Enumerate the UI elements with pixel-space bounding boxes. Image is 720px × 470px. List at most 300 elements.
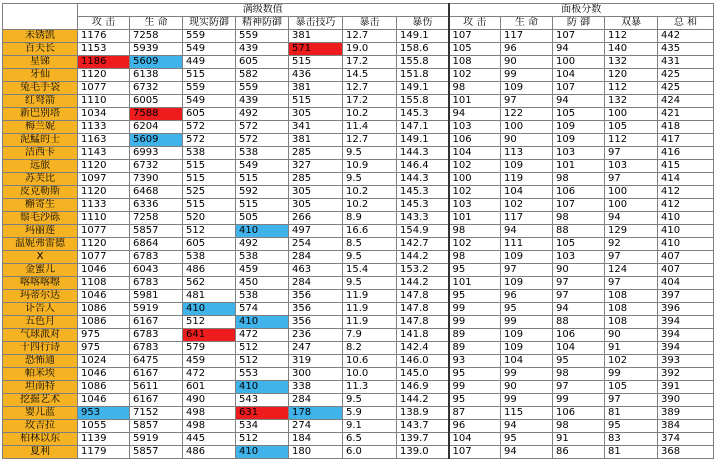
value-cell[interactable]: 368 bbox=[658, 446, 714, 459]
character-name-cell[interactable]: 帕米埃 bbox=[3, 368, 78, 381]
value-cell[interactable]: 103 bbox=[553, 251, 605, 264]
value-cell[interactable]: 393 bbox=[658, 355, 714, 368]
value-cell[interactable]: 515 bbox=[183, 173, 236, 186]
value-cell[interactable]: 97 bbox=[553, 290, 605, 303]
value-cell[interactable]: 605 bbox=[183, 108, 236, 121]
value-cell[interactable]: 6732 bbox=[130, 82, 183, 95]
value-cell[interactable]: 9.1 bbox=[343, 420, 397, 433]
value-cell[interactable]: 117 bbox=[501, 212, 553, 225]
value-cell[interactable]: 99 bbox=[501, 316, 553, 329]
value-cell[interactable]: 102 bbox=[449, 186, 501, 199]
value-cell[interactable]: 520 bbox=[183, 212, 236, 225]
value-cell[interactable]: 505 bbox=[236, 212, 289, 225]
character-name-cell[interactable]: 远旅 bbox=[3, 160, 78, 173]
character-name-cell[interactable]: 玛蒂尔达 bbox=[3, 290, 78, 303]
value-cell[interactable]: 574 bbox=[236, 303, 289, 316]
value-cell[interactable]: 6.5 bbox=[343, 433, 397, 446]
value-cell[interactable]: 410 bbox=[236, 225, 289, 238]
value-cell[interactable]: 543 bbox=[236, 394, 289, 407]
value-cell[interactable]: 83 bbox=[605, 433, 658, 446]
value-cell[interactable]: 338 bbox=[289, 381, 343, 394]
value-cell[interactable]: 105 bbox=[553, 238, 605, 251]
value-cell[interactable]: 139.7 bbox=[397, 433, 449, 446]
value-cell[interactable]: 91 bbox=[605, 342, 658, 355]
value-cell[interactable]: 11.9 bbox=[343, 290, 397, 303]
value-cell[interactable]: 100 bbox=[605, 199, 658, 212]
character-name-cell[interactable]: 挖掘艺术 bbox=[3, 394, 78, 407]
value-cell[interactable]: 381 bbox=[289, 134, 343, 147]
value-cell[interactable]: 284 bbox=[289, 277, 343, 290]
value-cell[interactable]: 108 bbox=[605, 303, 658, 316]
value-cell[interactable]: 98 bbox=[449, 82, 501, 95]
value-cell[interactable]: 5981 bbox=[130, 290, 183, 303]
value-cell[interactable]: 7258 bbox=[130, 212, 183, 225]
value-cell[interactable]: 100 bbox=[501, 121, 553, 134]
value-cell[interactable]: 7258 bbox=[130, 30, 183, 43]
value-cell[interactable]: 107 bbox=[553, 30, 605, 43]
value-cell[interactable]: 95 bbox=[553, 355, 605, 368]
value-cell[interactable]: 5919 bbox=[130, 303, 183, 316]
value-cell[interactable]: 582 bbox=[236, 69, 289, 82]
character-name-cell[interactable]: 五色月 bbox=[3, 316, 78, 329]
value-cell[interactable]: 95 bbox=[501, 303, 553, 316]
value-cell[interactable]: 254 bbox=[289, 238, 343, 251]
value-cell[interactable]: 486 bbox=[183, 264, 236, 277]
value-cell[interactable]: 97 bbox=[553, 381, 605, 394]
value-cell[interactable]: 92 bbox=[605, 238, 658, 251]
value-cell[interactable]: 19.0 bbox=[343, 43, 397, 56]
value-cell[interactable]: 424 bbox=[658, 95, 714, 108]
value-cell[interactable]: 439 bbox=[236, 95, 289, 108]
value-cell[interactable]: 158.6 bbox=[397, 43, 449, 56]
value-cell[interactable]: 559 bbox=[183, 82, 236, 95]
value-cell[interactable]: 99 bbox=[449, 303, 501, 316]
value-cell[interactable]: 109 bbox=[501, 329, 553, 342]
value-cell[interactable]: 436 bbox=[289, 69, 343, 82]
value-cell[interactable]: 94 bbox=[553, 95, 605, 108]
value-cell[interactable]: 129 bbox=[605, 225, 658, 238]
value-cell[interactable]: 98 bbox=[553, 368, 605, 381]
character-name-cell[interactable]: 槲寄生 bbox=[3, 199, 78, 212]
value-cell[interactable]: 410 bbox=[236, 316, 289, 329]
value-cell[interactable]: 1139 bbox=[78, 433, 130, 446]
value-cell[interactable]: 953 bbox=[78, 407, 130, 420]
value-cell[interactable]: 153.2 bbox=[397, 264, 449, 277]
value-cell[interactable]: 397 bbox=[658, 290, 714, 303]
value-cell[interactable]: 142.4 bbox=[397, 342, 449, 355]
value-cell[interactable]: 538 bbox=[236, 290, 289, 303]
value-cell[interactable]: 1120 bbox=[78, 238, 130, 251]
value-cell[interactable]: 100 bbox=[605, 108, 658, 121]
value-cell[interactable]: 147.8 bbox=[397, 316, 449, 329]
value-cell[interactable]: 147.1 bbox=[397, 121, 449, 134]
value-cell[interactable]: 143.3 bbox=[397, 212, 449, 225]
value-cell[interactable]: 285 bbox=[289, 147, 343, 160]
value-cell[interactable]: 109 bbox=[501, 82, 553, 95]
value-cell[interactable]: 5.9 bbox=[343, 407, 397, 420]
value-cell[interactable]: 486 bbox=[183, 446, 236, 459]
value-cell[interactable]: 572 bbox=[183, 134, 236, 147]
value-cell[interactable]: 6167 bbox=[130, 368, 183, 381]
value-cell[interactable]: 105 bbox=[553, 108, 605, 121]
value-cell[interactable]: 105 bbox=[449, 43, 501, 56]
value-cell[interactable]: 147.8 bbox=[397, 290, 449, 303]
value-cell[interactable]: 410 bbox=[183, 303, 236, 316]
value-cell[interactable]: 95 bbox=[449, 290, 501, 303]
value-cell[interactable]: 107 bbox=[449, 446, 501, 459]
value-cell[interactable]: 407 bbox=[658, 264, 714, 277]
value-cell[interactable]: 94 bbox=[501, 420, 553, 433]
value-cell[interactable]: 410 bbox=[236, 446, 289, 459]
value-cell[interactable]: 109 bbox=[501, 160, 553, 173]
value-cell[interactable]: 16.6 bbox=[343, 225, 397, 238]
value-cell[interactable]: 394 bbox=[658, 316, 714, 329]
character-name-cell[interactable]: 恐怖通 bbox=[3, 355, 78, 368]
value-cell[interactable]: 381 bbox=[289, 82, 343, 95]
value-cell[interactable]: 394 bbox=[658, 329, 714, 342]
value-cell[interactable]: 109 bbox=[553, 134, 605, 147]
character-name-cell[interactable]: 十四行诗 bbox=[3, 342, 78, 355]
value-cell[interactable]: 104 bbox=[449, 433, 501, 446]
value-cell[interactable]: 97 bbox=[605, 251, 658, 264]
value-cell[interactable]: 89 bbox=[449, 329, 501, 342]
value-cell[interactable]: 6475 bbox=[130, 355, 183, 368]
value-cell[interactable]: 178 bbox=[289, 407, 343, 420]
value-cell[interactable]: 410 bbox=[658, 225, 714, 238]
value-cell[interactable]: 410 bbox=[236, 381, 289, 394]
value-cell[interactable]: 143.7 bbox=[397, 420, 449, 433]
value-cell[interactable]: 132 bbox=[605, 95, 658, 108]
value-cell[interactable]: 1108 bbox=[78, 277, 130, 290]
value-cell[interactable]: 107 bbox=[449, 30, 501, 43]
value-cell[interactable]: 374 bbox=[658, 433, 714, 446]
value-cell[interactable]: 538 bbox=[183, 251, 236, 264]
value-cell[interactable]: 305 bbox=[289, 199, 343, 212]
value-cell[interactable]: 10.0 bbox=[343, 368, 397, 381]
value-cell[interactable]: 1086 bbox=[78, 303, 130, 316]
value-cell[interactable]: 97 bbox=[605, 147, 658, 160]
value-cell[interactable]: 592 bbox=[236, 186, 289, 199]
value-cell[interactable]: 155.8 bbox=[397, 95, 449, 108]
value-cell[interactable]: 266 bbox=[289, 212, 343, 225]
value-cell[interactable]: 101 bbox=[449, 212, 501, 225]
value-cell[interactable]: 498 bbox=[183, 420, 236, 433]
value-cell[interactable]: 1120 bbox=[78, 160, 130, 173]
value-cell[interactable]: 9.5 bbox=[343, 147, 397, 160]
value-cell[interactable]: 425 bbox=[658, 69, 714, 82]
value-cell[interactable]: 97 bbox=[501, 264, 553, 277]
value-cell[interactable]: 96 bbox=[501, 43, 553, 56]
character-name-cell[interactable]: 新巴别塔 bbox=[3, 108, 78, 121]
value-cell[interactable]: 11.9 bbox=[343, 303, 397, 316]
value-cell[interactable]: 108 bbox=[449, 56, 501, 69]
value-cell[interactable]: 11.9 bbox=[343, 316, 397, 329]
value-cell[interactable]: 109 bbox=[501, 277, 553, 290]
value-cell[interactable]: 96 bbox=[449, 420, 501, 433]
value-cell[interactable]: 106 bbox=[553, 407, 605, 420]
value-cell[interactable]: 101 bbox=[553, 160, 605, 173]
value-cell[interactable]: 15.4 bbox=[343, 264, 397, 277]
character-name-cell[interactable]: 玛丽莲 bbox=[3, 225, 78, 238]
value-cell[interactable]: 5609 bbox=[130, 134, 183, 147]
value-cell[interactable]: 104 bbox=[553, 69, 605, 82]
value-cell[interactable]: 102 bbox=[449, 160, 501, 173]
value-cell[interactable]: 490 bbox=[183, 394, 236, 407]
value-cell[interactable]: 102 bbox=[449, 69, 501, 82]
value-cell[interactable]: 421 bbox=[658, 108, 714, 121]
value-cell[interactable]: 6783 bbox=[130, 342, 183, 355]
character-name-cell[interactable]: 兔毛手袋 bbox=[3, 82, 78, 95]
value-cell[interactable]: 141.8 bbox=[397, 329, 449, 342]
value-cell[interactable]: 97 bbox=[553, 277, 605, 290]
value-cell[interactable]: 95 bbox=[605, 420, 658, 433]
value-cell[interactable]: 7588 bbox=[130, 108, 183, 121]
value-cell[interactable]: 106 bbox=[553, 329, 605, 342]
character-name-cell[interactable]: 喀喀喀嚓 bbox=[3, 277, 78, 290]
value-cell[interactable]: 99 bbox=[501, 69, 553, 82]
value-cell[interactable]: 5857 bbox=[130, 225, 183, 238]
value-cell[interactable]: 9.5 bbox=[343, 394, 397, 407]
value-cell[interactable]: 120 bbox=[605, 69, 658, 82]
value-cell[interactable]: 101 bbox=[449, 95, 501, 108]
value-cell[interactable]: 95 bbox=[449, 368, 501, 381]
value-cell[interactable]: 97 bbox=[605, 277, 658, 290]
value-cell[interactable]: 515 bbox=[183, 160, 236, 173]
value-cell[interactable]: 559 bbox=[183, 30, 236, 43]
value-cell[interactable]: 117 bbox=[501, 30, 553, 43]
value-cell[interactable]: 180 bbox=[289, 446, 343, 459]
value-cell[interactable]: 1046 bbox=[78, 264, 130, 277]
value-cell[interactable]: 356 bbox=[289, 303, 343, 316]
value-cell[interactable]: 5611 bbox=[130, 381, 183, 394]
value-cell[interactable]: 95 bbox=[449, 264, 501, 277]
value-cell[interactable]: 97 bbox=[501, 95, 553, 108]
value-cell[interactable]: 641 bbox=[183, 329, 236, 342]
value-cell[interactable]: 327 bbox=[289, 160, 343, 173]
value-cell[interactable]: 605 bbox=[183, 238, 236, 251]
value-cell[interactable]: 9.5 bbox=[343, 251, 397, 264]
value-cell[interactable]: 95 bbox=[501, 433, 553, 446]
value-cell[interactable]: 91 bbox=[553, 433, 605, 446]
value-cell[interactable]: 6783 bbox=[130, 329, 183, 342]
value-cell[interactable]: 6204 bbox=[130, 121, 183, 134]
value-cell[interactable]: 11.4 bbox=[343, 121, 397, 134]
value-cell[interactable]: 305 bbox=[289, 108, 343, 121]
value-cell[interactable]: 442 bbox=[658, 30, 714, 43]
value-cell[interactable]: 274 bbox=[289, 420, 343, 433]
value-cell[interactable]: 459 bbox=[183, 355, 236, 368]
value-cell[interactable]: 113 bbox=[501, 147, 553, 160]
value-cell[interactable]: 104 bbox=[501, 355, 553, 368]
value-cell[interactable]: 5919 bbox=[130, 433, 183, 446]
value-cell[interactable]: 975 bbox=[78, 342, 130, 355]
value-cell[interactable]: 105 bbox=[605, 121, 658, 134]
value-cell[interactable]: 498 bbox=[183, 407, 236, 420]
value-cell[interactable]: 17.2 bbox=[343, 95, 397, 108]
value-cell[interactable]: 1024 bbox=[78, 355, 130, 368]
value-cell[interactable]: 305 bbox=[289, 186, 343, 199]
value-cell[interactable]: 99 bbox=[449, 381, 501, 394]
value-cell[interactable]: 492 bbox=[236, 108, 289, 121]
value-cell[interactable]: 81 bbox=[605, 407, 658, 420]
value-cell[interactable]: 1133 bbox=[78, 199, 130, 212]
value-cell[interactable]: 1143 bbox=[78, 147, 130, 160]
value-cell[interactable]: 103 bbox=[449, 199, 501, 212]
value-cell[interactable]: 1086 bbox=[78, 381, 130, 394]
value-cell[interactable]: 459 bbox=[236, 264, 289, 277]
value-cell[interactable]: 99 bbox=[501, 368, 553, 381]
value-cell[interactable]: 98 bbox=[449, 251, 501, 264]
value-cell[interactable]: 5939 bbox=[130, 43, 183, 56]
value-cell[interactable]: 572 bbox=[183, 121, 236, 134]
value-cell[interactable]: 144.2 bbox=[397, 277, 449, 290]
value-cell[interactable]: 1046 bbox=[78, 394, 130, 407]
value-cell[interactable]: 410 bbox=[658, 238, 714, 251]
value-cell[interactable]: 119 bbox=[501, 173, 553, 186]
value-cell[interactable]: 6005 bbox=[130, 95, 183, 108]
value-cell[interactable]: 100 bbox=[553, 56, 605, 69]
value-cell[interactable]: 93 bbox=[449, 355, 501, 368]
value-cell[interactable]: 381 bbox=[289, 30, 343, 43]
value-cell[interactable]: 6167 bbox=[130, 316, 183, 329]
value-cell[interactable]: 97 bbox=[605, 173, 658, 186]
value-cell[interactable]: 384 bbox=[658, 420, 714, 433]
value-cell[interactable]: 102 bbox=[449, 238, 501, 251]
value-cell[interactable]: 6.0 bbox=[343, 446, 397, 459]
value-cell[interactable]: 572 bbox=[236, 134, 289, 147]
value-cell[interactable]: 89 bbox=[449, 342, 501, 355]
value-cell[interactable]: 601 bbox=[183, 381, 236, 394]
value-cell[interactable]: 10.6 bbox=[343, 355, 397, 368]
character-name-cell[interactable]: 夏利 bbox=[3, 446, 78, 459]
value-cell[interactable]: 95 bbox=[449, 394, 501, 407]
value-cell[interactable]: 497 bbox=[289, 225, 343, 238]
value-cell[interactable]: 94 bbox=[501, 225, 553, 238]
character-name-cell[interactable]: 温妮弗雷德 bbox=[3, 238, 78, 251]
value-cell[interactable]: 109 bbox=[501, 342, 553, 355]
value-cell[interactable]: 8.5 bbox=[343, 238, 397, 251]
value-cell[interactable]: 155.8 bbox=[397, 56, 449, 69]
value-cell[interactable]: 579 bbox=[183, 342, 236, 355]
value-cell[interactable]: 1153 bbox=[78, 43, 130, 56]
value-cell[interactable]: 149.1 bbox=[397, 82, 449, 95]
value-cell[interactable]: 300 bbox=[289, 368, 343, 381]
value-cell[interactable]: 572 bbox=[236, 121, 289, 134]
value-cell[interactable]: 1055 bbox=[78, 420, 130, 433]
character-name-cell[interactable]: 坦南特 bbox=[3, 381, 78, 394]
value-cell[interactable]: 515 bbox=[236, 173, 289, 186]
value-cell[interactable]: 559 bbox=[236, 30, 289, 43]
value-cell[interactable]: 145.3 bbox=[397, 186, 449, 199]
value-cell[interactable]: 319 bbox=[289, 355, 343, 368]
value-cell[interactable]: 7.9 bbox=[343, 329, 397, 342]
value-cell[interactable]: 103 bbox=[605, 160, 658, 173]
character-name-cell[interactable]: 苏芙比 bbox=[3, 173, 78, 186]
value-cell[interactable]: 146.9 bbox=[397, 381, 449, 394]
value-cell[interactable]: 14.5 bbox=[343, 69, 397, 82]
value-cell[interactable]: 8.2 bbox=[343, 342, 397, 355]
value-cell[interactable]: 6043 bbox=[130, 264, 183, 277]
value-cell[interactable]: 11.3 bbox=[343, 381, 397, 394]
value-cell[interactable]: 1179 bbox=[78, 446, 130, 459]
value-cell[interactable]: 90 bbox=[501, 381, 553, 394]
value-cell[interactable]: 6993 bbox=[130, 147, 183, 160]
value-cell[interactable]: 449 bbox=[183, 56, 236, 69]
character-name-cell[interactable]: 百夫长 bbox=[3, 43, 78, 56]
value-cell[interactable]: 107 bbox=[553, 82, 605, 95]
value-cell[interactable]: 236 bbox=[289, 329, 343, 342]
value-cell[interactable]: 6783 bbox=[130, 251, 183, 264]
value-cell[interactable]: 145.3 bbox=[397, 108, 449, 121]
value-cell[interactable]: 512 bbox=[236, 342, 289, 355]
value-cell[interactable]: 512 bbox=[183, 316, 236, 329]
character-name-cell[interactable]: 婴儿蓝 bbox=[3, 407, 78, 420]
value-cell[interactable]: 107 bbox=[553, 199, 605, 212]
value-cell[interactable]: 418 bbox=[658, 121, 714, 134]
value-cell[interactable]: 1077 bbox=[78, 225, 130, 238]
value-cell[interactable]: 132 bbox=[605, 56, 658, 69]
value-cell[interactable]: 6783 bbox=[130, 277, 183, 290]
value-cell[interactable]: 1133 bbox=[78, 121, 130, 134]
value-cell[interactable]: 549 bbox=[183, 43, 236, 56]
value-cell[interactable]: 425 bbox=[658, 82, 714, 95]
value-cell[interactable]: 144.2 bbox=[397, 394, 449, 407]
value-cell[interactable]: 154.9 bbox=[397, 225, 449, 238]
value-cell[interactable]: 144.3 bbox=[397, 147, 449, 160]
value-cell[interactable]: 407 bbox=[658, 251, 714, 264]
character-name-cell[interactable]: 讣告人 bbox=[3, 303, 78, 316]
value-cell[interactable]: 101 bbox=[449, 277, 501, 290]
value-cell[interactable]: 515 bbox=[236, 199, 289, 212]
value-cell[interactable]: 98 bbox=[553, 420, 605, 433]
character-name-cell[interactable]: 红弩箭 bbox=[3, 95, 78, 108]
value-cell[interactable]: 149.1 bbox=[397, 134, 449, 147]
character-name-cell[interactable]: 牙仙 bbox=[3, 69, 78, 82]
value-cell[interactable]: 99 bbox=[449, 316, 501, 329]
value-cell[interactable]: 90 bbox=[501, 56, 553, 69]
value-cell[interactable]: 512 bbox=[236, 433, 289, 446]
value-cell[interactable]: 284 bbox=[289, 394, 343, 407]
value-cell[interactable]: 94 bbox=[501, 446, 553, 459]
value-cell[interactable]: 1034 bbox=[78, 108, 130, 121]
value-cell[interactable]: 90 bbox=[605, 329, 658, 342]
value-cell[interactable]: 97 bbox=[605, 394, 658, 407]
value-cell[interactable]: 341 bbox=[289, 121, 343, 134]
value-cell[interactable]: 1077 bbox=[78, 82, 130, 95]
value-cell[interactable]: 525 bbox=[183, 186, 236, 199]
value-cell[interactable]: 10.9 bbox=[343, 160, 397, 173]
character-name-cell[interactable]: 皮克勒斯 bbox=[3, 186, 78, 199]
value-cell[interactable]: 1120 bbox=[78, 69, 130, 82]
value-cell[interactable]: 391 bbox=[658, 381, 714, 394]
value-cell[interactable]: 605 bbox=[236, 56, 289, 69]
value-cell[interactable]: 103 bbox=[449, 121, 501, 134]
value-cell[interactable]: 1120 bbox=[78, 186, 130, 199]
value-cell[interactable]: 392 bbox=[658, 368, 714, 381]
character-name-cell[interactable]: 洁西卡 bbox=[3, 147, 78, 160]
value-cell[interactable]: 10.2 bbox=[343, 199, 397, 212]
character-name-cell[interactable]: 气球派对 bbox=[3, 329, 78, 342]
value-cell[interactable]: 1176 bbox=[78, 30, 130, 43]
value-cell[interactable]: 102 bbox=[501, 199, 553, 212]
value-cell[interactable]: 94 bbox=[605, 212, 658, 225]
value-cell[interactable]: 515 bbox=[183, 199, 236, 212]
character-name-cell[interactable]: 玫吉拉 bbox=[3, 420, 78, 433]
value-cell[interactable]: 112 bbox=[605, 82, 658, 95]
value-cell[interactable]: 549 bbox=[183, 95, 236, 108]
value-cell[interactable]: 94 bbox=[553, 303, 605, 316]
value-cell[interactable]: 146.4 bbox=[397, 160, 449, 173]
